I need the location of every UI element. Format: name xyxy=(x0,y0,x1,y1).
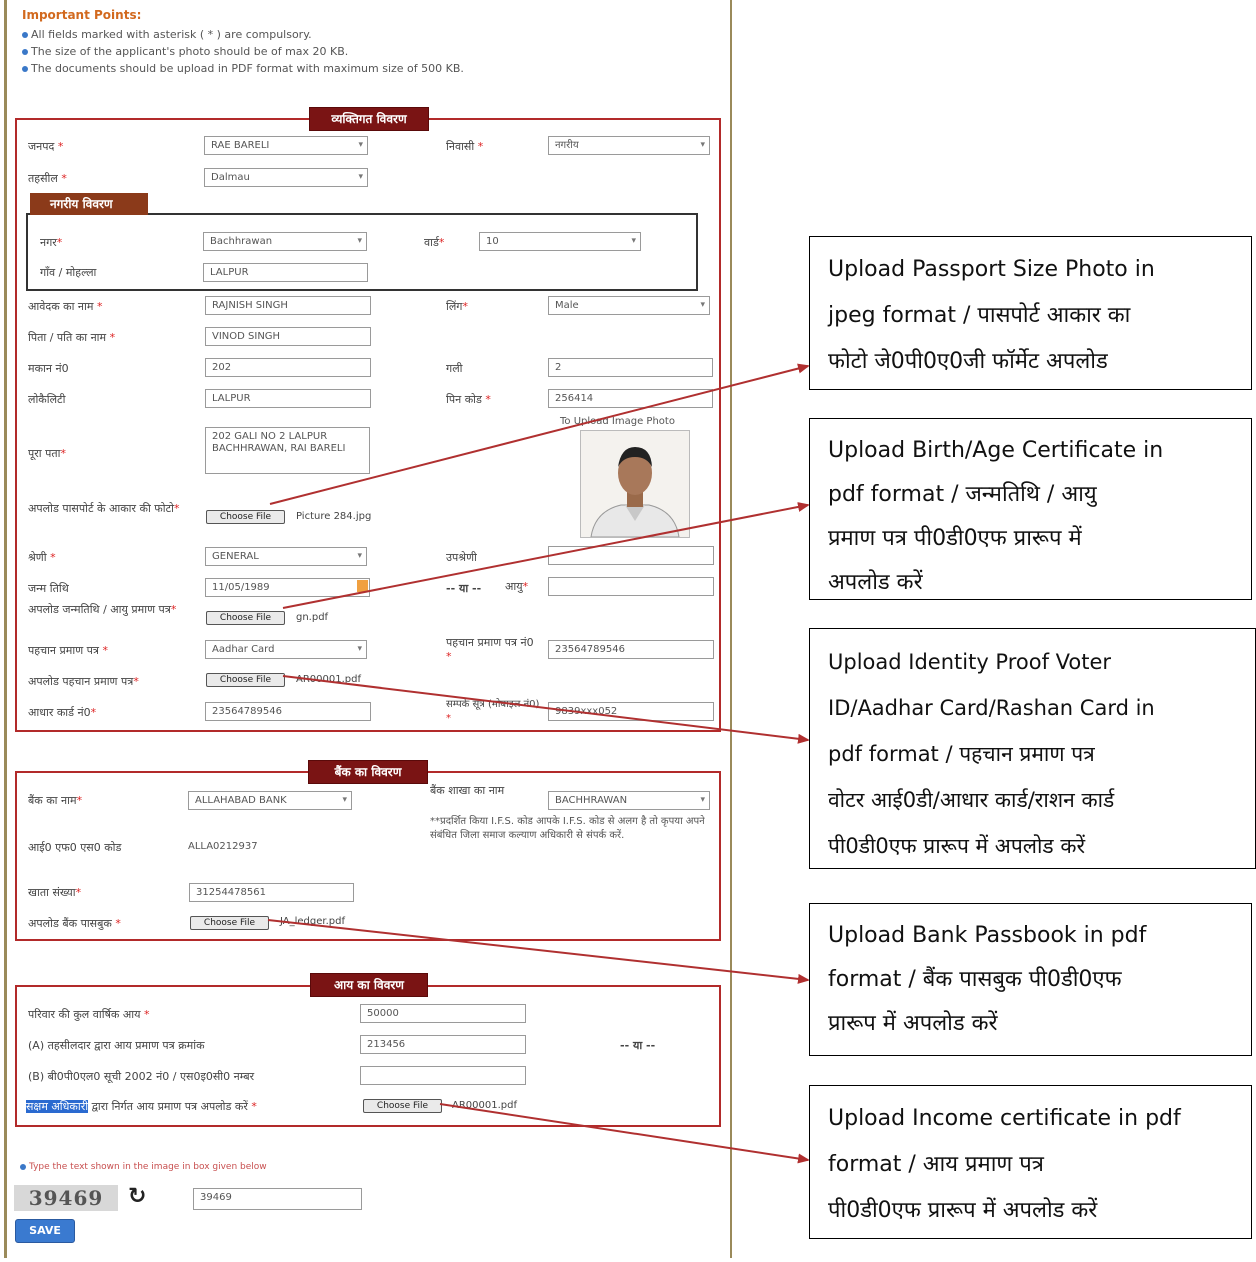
dob-label: जन्म तिथि xyxy=(28,582,69,595)
id-proof-label: पहचान प्रमाण पत्र * xyxy=(28,644,108,657)
dob-cert-file-name: gn.pdf xyxy=(296,612,329,623)
important-point: The documents should be upload in PDF format with maximum size of 500 KB. xyxy=(22,62,464,75)
village-input[interactable]: LALPUR xyxy=(203,263,368,282)
id-upload-label: अपलोड पहचान प्रमाण पत्र* xyxy=(28,675,139,688)
gender-label: लिंग* xyxy=(446,300,468,313)
family-income-label: परिवार की कुल वार्षिक आय * xyxy=(28,1008,150,1021)
income-choose-file-button[interactable]: Choose File xyxy=(363,1099,442,1113)
gender-select[interactable]: Male ▾ xyxy=(548,296,710,315)
father-name-input[interactable]: VINOD SINGH xyxy=(205,327,371,346)
pin-code-input[interactable]: 256414 xyxy=(548,389,713,408)
address-label: पूरा पता* xyxy=(28,447,66,460)
callout-birth-certificate: Upload Birth/Age Certificate in pdf format / जन्मतिथि / आयु प्रमाण पत्र पी0डी0एफ प्रारूप में अपलोड करें xyxy=(809,418,1252,600)
income-or-text: -- या -- xyxy=(620,1039,656,1052)
category-label: श्रेणी * xyxy=(28,551,56,564)
aadhaar-input[interactable]: 23564789546 xyxy=(205,702,371,721)
ifsc-note: **प्रदर्शित किया I.F.S. कोड आपके I.F.S. कोड से अलग है तो कृपया अपने संबंधित जिला समाज कल्याण अधिकारी से संपर्क करें. xyxy=(430,816,705,841)
lane-label: गली xyxy=(446,362,463,375)
captcha-image: 39469 xyxy=(14,1185,118,1211)
mobile-input[interactable]: 9839xxx052 xyxy=(548,702,714,721)
arrow-dob-cert xyxy=(283,505,808,608)
mobile-label: सम्पर्क सूत्र (मोबाइल नं0) * xyxy=(446,699,540,724)
refresh-captcha-icon[interactable]: ↻ xyxy=(128,1184,147,1209)
locality-input[interactable]: LALPUR xyxy=(205,389,371,408)
urban-details-legend: नगरीय विवरण xyxy=(30,193,148,215)
income-cert-no-label: (A) तहसीलदार द्वारा आय प्रमाण पत्र क्रमांक xyxy=(28,1039,205,1052)
important-points-title: Important Points: xyxy=(22,8,142,22)
callout-identity-proof: Upload Identity Proof Voter ID/Aadhar Card/Rashan Card in pdf format / पहचान प्रमाण पत्र वोटर आई0डी/आधार कार्ड/राशन कार्ड पी0डी0एफ प्रारूप में अपलोड करें xyxy=(809,628,1256,869)
applicant-name-label: आवेदक का नाम * xyxy=(28,300,103,313)
passbook-file-name: JA_ledger.pdf xyxy=(280,916,345,927)
ifsc-value: ALLA0212937 xyxy=(188,841,258,852)
id-proof-no-label: पहचान प्रमाण पत्र नं0 * xyxy=(446,636,534,663)
bpl-label: (B) बी0पी0एल0 सूची 2002 नं0 / एस0इ0सी0 नम्बर xyxy=(28,1070,255,1083)
important-point: The size of the applicant's photo should be of max 20 KB. xyxy=(22,45,348,58)
ifsc-label: आई0 एफ0 एस0 कोड xyxy=(28,841,122,854)
bank-branch-select[interactable]: BACHHRAWAN ▾ xyxy=(548,791,710,810)
id-file-name: AR00001.pdf xyxy=(296,674,361,685)
family-income-input[interactable]: 50000 xyxy=(360,1004,526,1023)
arrow-id-proof xyxy=(283,676,808,740)
arrow-income xyxy=(440,1104,808,1160)
town-label: नगर* xyxy=(40,236,63,249)
father-name-label: पिता / पति का नाम * xyxy=(28,331,116,344)
district-label: जनपद * xyxy=(28,140,64,153)
resident-label: निवासी * xyxy=(446,140,484,153)
house-no-input[interactable]: 202 xyxy=(205,358,371,377)
ward-select[interactable]: 10 ▾ xyxy=(479,232,641,251)
id-choose-file-button[interactable]: Choose File xyxy=(206,673,285,687)
locality-label: लोकैलिटी xyxy=(28,393,66,406)
income-details-legend: आय का विवरण xyxy=(310,973,428,997)
photo-upload-label: अपलोड पासपोर्ट के आकार की फोटो* xyxy=(28,502,180,515)
photo-file-name: Picture 284.jpg xyxy=(296,511,372,522)
aadhaar-label: आधार कार्ड नं0* xyxy=(28,706,97,719)
dob-cert-choose-file-button[interactable]: Choose File xyxy=(206,611,285,625)
important-point: All fields marked with asterisk ( * ) are compulsory. xyxy=(22,28,312,41)
callout-photo: Upload Passport Size Photo in jpeg format / पासपोर्ट आकार का फोटो जे0पी0ए0जी फॉर्मेट अपलोड xyxy=(809,236,1252,390)
personal-details-legend: व्यक्तिगत विवरण xyxy=(309,107,429,131)
income-upload-label: सक्षम अधिकारी द्वारा निर्गत आय प्रमाण पत्र अपलोड करें * xyxy=(26,1100,257,1113)
captcha-hint: Type the text shown in the image in box given below xyxy=(20,1162,267,1172)
tehsil-label: तहसील * xyxy=(28,172,67,185)
passbook-choose-file-button[interactable]: Choose File xyxy=(190,916,269,930)
arrow-passbook xyxy=(268,920,808,980)
address-textarea[interactable]: 202 GALI NO 2 LALPUR BACHHRAWAN, RAI BARELI xyxy=(205,427,370,474)
applicant-name-input[interactable]: RAJNISH SINGH xyxy=(205,296,371,315)
ward-label: वार्ड* xyxy=(424,236,445,249)
account-no-input[interactable]: 31254478561 xyxy=(189,883,354,902)
pin-code-label: पिन कोड * xyxy=(446,393,491,406)
house-no-label: मकान नं0 xyxy=(28,362,69,375)
passbook-upload-label: अपलोड बैंक पासबुक * xyxy=(28,917,121,930)
income-file-name: AR00001.pdf xyxy=(452,1100,517,1111)
save-button[interactable]: SAVE xyxy=(15,1219,75,1243)
age-label: आयु* xyxy=(505,580,529,593)
lane-input[interactable]: 2 xyxy=(548,358,713,377)
category-select[interactable]: GENERAL ▾ xyxy=(205,547,367,566)
tehsil-select[interactable]: Dalmau ▾ xyxy=(204,168,368,187)
subcategory-label: उपश्रेणी xyxy=(446,551,477,564)
dob-cert-upload-label: अपलोड जन्मतिथि / आयु प्रमाण पत्र* xyxy=(28,603,177,616)
town-select[interactable]: Bachhrawan ▾ xyxy=(203,232,367,251)
photo-choose-file-button[interactable]: Choose File xyxy=(206,510,285,524)
bank-name-select[interactable]: ALLAHABAD BANK ▾ xyxy=(188,791,352,810)
callout-bank-passbook: Upload Bank Passbook in pdf format / बैंक पासबुक पी0डी0एफ प्रारूप में अपलोड करें xyxy=(809,903,1252,1056)
id-proof-no-input[interactable]: 23564789546 xyxy=(548,640,714,659)
district-select[interactable]: RAE BARELI ▾ xyxy=(204,136,368,155)
dob-input[interactable]: 11/05/1989 xyxy=(205,578,370,597)
dob-or-text: -- या -- xyxy=(446,582,482,595)
captcha-input[interactable]: 39469 xyxy=(193,1188,362,1210)
income-cert-no-input[interactable]: 213456 xyxy=(360,1035,526,1054)
id-proof-select[interactable]: Aadhar Card ▾ xyxy=(205,640,367,659)
resident-select[interactable]: नगरीय ▾ xyxy=(548,136,710,155)
village-label: गाँव / मोहल्ला xyxy=(40,266,97,279)
arrow-photo xyxy=(270,366,808,504)
bank-branch-label: बैंक शाखा का नाम xyxy=(430,784,505,797)
callout-income-certificate: Upload Income certificate in pdf format / आय प्रमाण पत्र पी0डी0एफ प्रारूप में अपलोड करें xyxy=(809,1085,1252,1239)
photo-upload-hint: To Upload Image Photo xyxy=(560,416,675,427)
bank-details-legend: बैंक का विवरण xyxy=(308,760,428,784)
bank-name-label: बैंक का नाम* xyxy=(28,794,83,807)
account-no-label: खाता संख्या* xyxy=(28,886,82,899)
